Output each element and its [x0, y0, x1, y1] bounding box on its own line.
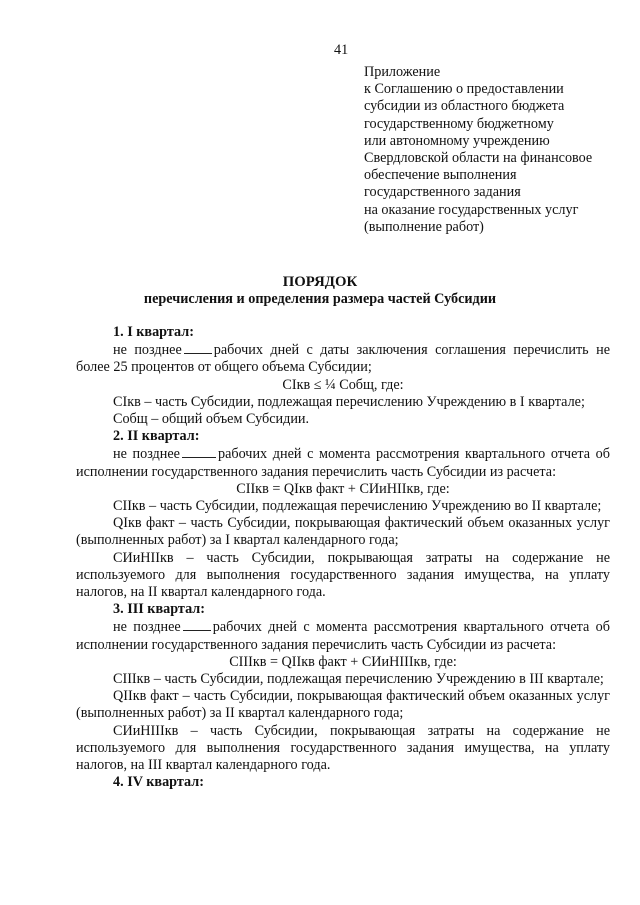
- appendix-line: государственного задания: [364, 184, 521, 201]
- deadline-text: рабочих дней с момента рассмотрения квартального отчета об исполнении государственного задания перечислить часть Субсидии из расчета:: [76, 619, 610, 653]
- q3-definition: СИиНIIIкв – часть Субсидии, покрывающая затраты на содержание не используемого для выполнения государственного задания имущества, на уплату налогов, на III квартал календарного года.: [76, 722, 610, 774]
- q2-definition: QIкв факт – часть Субсидии, покрывающая фактический объем оказанных услуг (выполненных работ) за I квартал календарного года;: [76, 515, 610, 549]
- q2-formula: СIIкв = QIкв факт + СИиНIIкв, где:: [236, 480, 450, 497]
- section-heading-q1: 1. I квартал:: [113, 324, 194, 340]
- q1-definition: СIкв – часть Субсидии, подлежащая перечислению Учреждению в I квартале;: [113, 393, 585, 410]
- appendix-line: обеспечение выполнения: [364, 167, 517, 184]
- section-heading-q3: 3. III квартал:: [113, 601, 205, 618]
- document-subtitle: перечисления и определения размера частей Субсидии: [143, 291, 497, 307]
- q2-definition: СIIкв – часть Субсидии, подлежащая перечислению Учреждению во II квартале;: [113, 498, 602, 515]
- deadline-prefix: не позднее: [113, 619, 181, 636]
- appendix-line: (выполнение работ): [364, 218, 484, 235]
- blank-field: [184, 341, 212, 354]
- appendix-line: к Соглашению о предоставлении: [364, 81, 564, 98]
- q1-formula: СIкв ≤ ¼ Собщ, где:: [282, 376, 404, 393]
- appendix-line: Свердловской области на финансовое: [364, 150, 593, 167]
- document-title: ПОРЯДОК: [282, 274, 358, 290]
- blank-field: [183, 618, 211, 631]
- section-heading-q2: 2. II квартал:: [113, 428, 200, 445]
- q1-definition: Собщ – общий объем Субсидии.: [113, 411, 310, 428]
- q2-deadline: [76, 445, 610, 480]
- q2-definition: СИиНIIкв – часть Субсидии, покрывающая затраты на содержание не используемого для выполнения государственного задания имущества, на уплату налогов, на II квартал календарного года.: [76, 549, 610, 601]
- blank-field: [182, 445, 216, 458]
- document-body: [76, 324, 610, 791]
- deadline-text: рабочих дней с момента рассмотрения квартального отчета об исполнении государственного задания перечислить часть Субсидии из расчета:: [76, 446, 610, 480]
- appendix-line: Приложение: [364, 64, 441, 80]
- q3-deadline: [76, 618, 610, 653]
- appendix-line: или автономному учреждению: [364, 132, 550, 149]
- deadline-prefix: не позднее: [113, 446, 180, 463]
- appendix-line: на оказание государственных услуг: [364, 201, 579, 218]
- deadline-text: рабочих дней с даты заключения соглашения перечислить не более 25 процентов от общего объема Субсидии;: [76, 342, 610, 376]
- q3-definition: QIIкв факт – часть Субсидии, покрывающая фактический объем оказанных услуг (выполненных работ) за II квартал календарного года;: [76, 688, 610, 722]
- appendix-line: субсидии из областного бюджета: [364, 98, 565, 115]
- appendix-block: [364, 64, 592, 236]
- q3-definition: СIIIкв – часть Субсидии, подлежащая перечислению Учреждению в III квартале;: [113, 671, 604, 688]
- section-heading-q4: 4. IV квартал:: [113, 774, 204, 791]
- q3-formula: СIIIкв = QIIкв факт + СИиНIIIкв, где:: [229, 653, 457, 670]
- q1-deadline: [76, 341, 610, 376]
- deadline-prefix: не позднее: [113, 342, 182, 359]
- page-number: 41: [334, 42, 349, 58]
- appendix-line: государственному бюджетному: [364, 115, 554, 132]
